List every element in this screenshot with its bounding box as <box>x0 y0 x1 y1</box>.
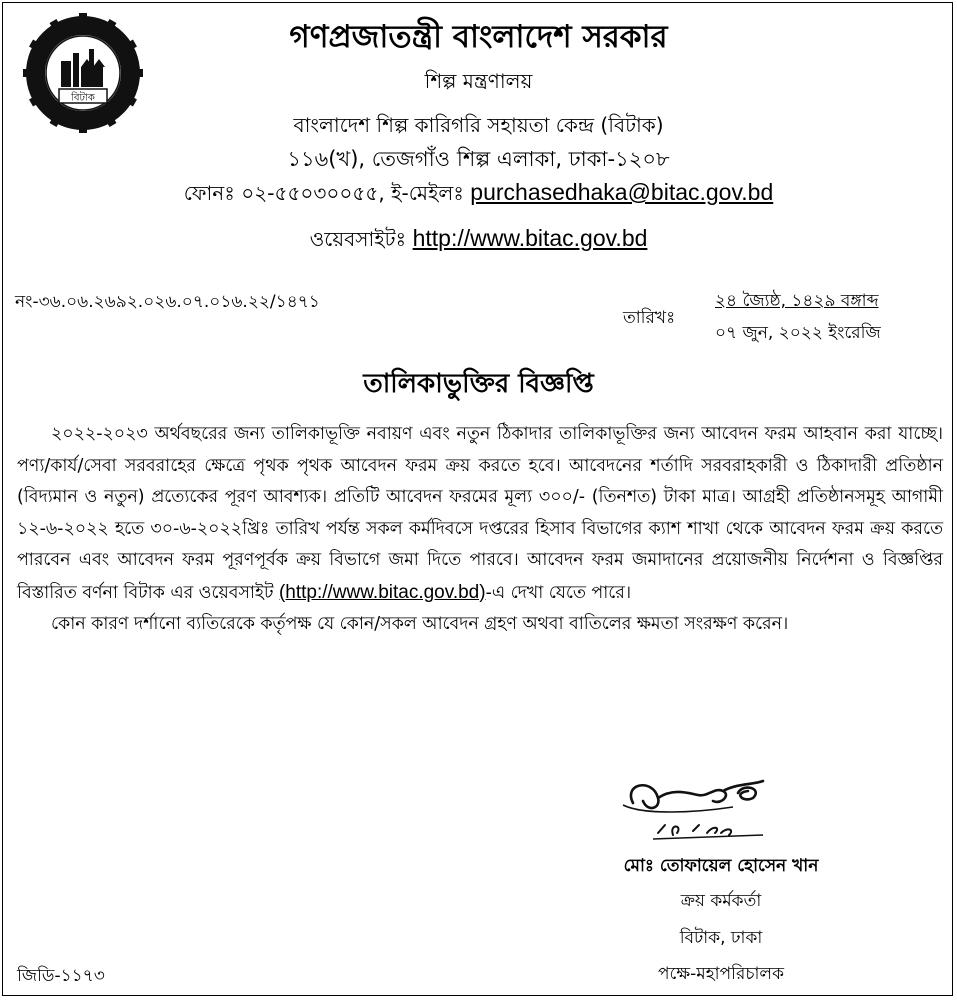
gd-number: জিডি-১১৭৩ <box>17 966 105 986</box>
signatory-name: মোঃ তোফায়েল হোসেন খান <box>623 856 819 876</box>
svg-text:বিটাক: বিটাক <box>71 92 95 104</box>
website-label: ওয়েবসাইটঃ <box>309 227 413 251</box>
notice-subject: তালিকাভুক্তির বিজ্ঞপ্তি <box>363 369 594 399</box>
phone-label: ফোনঃ ০২-৫৫০৩০০৫৫, ই-মেইলঃ <box>183 181 471 205</box>
website-link[interactable]: http://www.bitac.gov.bd <box>412 225 648 251</box>
ministry-name: শিল্প মন্ত্রণালয় <box>424 69 533 93</box>
date-label: তারিখঃ <box>623 308 676 328</box>
body-paragraph-1: ২০২২-২০২৩ অর্থবছরের জন্য তালিকাভূক্তি নবায়ণ এবং নতুন ঠিকাদার তালিকাভূক্তির জন্য আবেদন ফরম আহবান করা যাচ্ছে। পণ্য/কার্য/সেবা সরবরাহের ক্ষেত্রে পৃথক পৃথক আবেদন ফরম ক্রয় করতে হবে। আবেদনের শর্তাদি সরবরাহকারী ও ঠিকাদারী প্রতিষ্ঠান (বিদ্যমান ও নতুন) প্রত্যেকের পূরণ আবশ্যক। প্রতিটি আবেদন ফরমের মূল্য ৩০০/- (তিনশত) টাকা মাত্র। আগ্রহী প্রতিষ্ঠানসমূহ আগামী ১২-৬-২০২২ হতে ৩০-৬-২০২২খ্রিঃ তারিখ পর্যন্ত সকল কর্মদিবসে দপ্তরের হিসাব বিভাগের ক্যাশ শাখা থেকে আবেদন ফরম ক্রয় করতে পারবেন এবং আবেদন ফরম পূরণপূর্বক ক্রয় বিভাগে জমা দিতে পারবে। আবেদন ফরম জমাদানের প্রয়োজনীয় নির্দেশনা ও বিজ্ঞপ্তির বিস্তারিত বর্ণনা বিটাক এর ওয়েবসাইট (http://www.bitac.gov.bd)-এ দেখা যেতে পারে। <box>17 424 943 603</box>
body-website-link[interactable]: (http://www.bitac.gov.bd) <box>278 581 486 603</box>
body-paragraph-2: কোন কারণ দর্শানো ব্যতিরেকে কর্তৃপক্ষ যে কোন/সকল আবেদন গ্রহণ অথবা বাতিলের ক্ষমতা সংরক্ষণ করেন। <box>51 614 789 634</box>
notice-body <box>17 419 943 641</box>
date-bangla: ২৪ জ্যৈষ্ঠ, ১৪২৯ বঙ্গাব্দ <box>715 291 879 311</box>
organization-name: বাংলাদেশ শিল্প কারিগরি সহায়তা কেন্দ্র (বিটাক) <box>293 113 664 137</box>
contact-line <box>3 179 954 212</box>
government-title: গণপ্রজাতন্ত্রী বাংলাদেশ সরকার <box>289 19 668 55</box>
website-line <box>3 225 954 258</box>
signatory-designation: ক্রয় কর্মকর্তা <box>680 891 762 911</box>
notice-page <box>2 2 953 996</box>
office-address: ১১৬(খ), তেজগাঁও শিল্প এলাকা, ঢাকা-১২০৮ <box>287 147 670 171</box>
memo-number: নং-৩৬.০৬.২৬৯২.০২৬.০৭.০১৬.২২/১৪৭১ <box>15 292 320 312</box>
signatory-office: বিটাক, ঢাকা <box>679 928 763 948</box>
handwritten-signature <box>603 773 783 853</box>
date-english: ০৭ জুন, ২০২২ ইংরেজি <box>715 323 881 343</box>
signatory-on-behalf: পক্ষে-মহাপরিচালক <box>658 964 784 984</box>
email-link[interactable]: purchasedhaka@bitac.gov.bd <box>470 179 774 205</box>
